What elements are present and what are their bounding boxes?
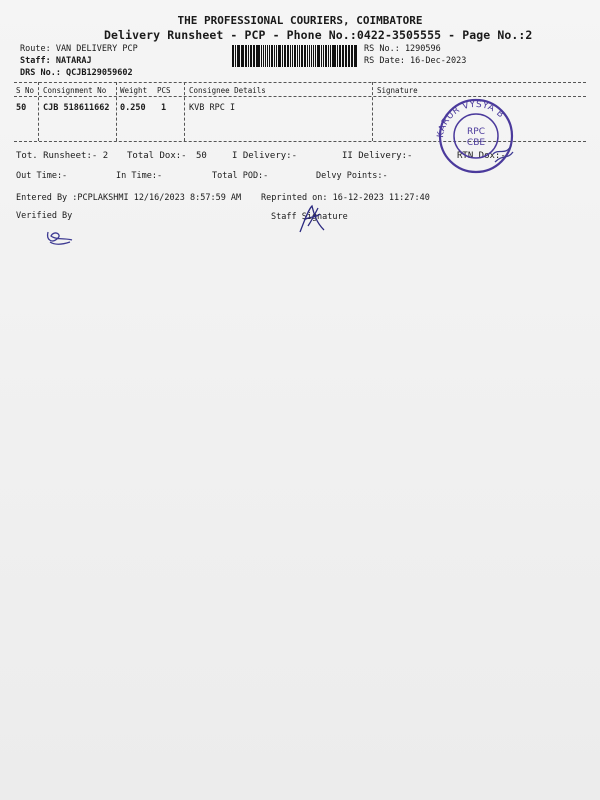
bank-stamp <box>433 96 519 174</box>
barcode-bar <box>256 45 257 67</box>
company-title: THE PROFESSIONAL COURIERS, COIMBATORE <box>177 14 423 27</box>
verified-by: Verified By <box>16 211 73 221</box>
barcode-bar <box>253 45 255 67</box>
ii-delivery: II Delivery:- <box>342 151 413 161</box>
col-divider <box>184 82 185 141</box>
delvy-points: Delvy Points:- <box>316 171 388 181</box>
barcode-bar <box>269 45 270 67</box>
route-text: Route: VAN DELIVERY PCP <box>20 44 138 54</box>
barcode-bar <box>287 45 289 67</box>
barcode-bar <box>278 45 281 67</box>
barcode-bar <box>339 45 341 67</box>
barcode-bar <box>311 45 313 67</box>
col-header-sno: S No <box>16 86 35 95</box>
rs-date: RS Date: 16-Dec-2023 <box>364 56 467 66</box>
barcode-image <box>232 45 358 67</box>
col-header-weight: Weight <box>120 86 148 95</box>
barcode-bar <box>317 45 320 67</box>
barcode-bar <box>348 45 350 67</box>
col-header-consignment: Consignment No <box>43 86 107 95</box>
barcode-bar <box>351 45 352 67</box>
entered-by: Entered By :PCPLAKSHMI 12/16/2023 8:57:59 AM <box>16 193 242 203</box>
row-pcs: 1 <box>161 103 167 113</box>
barcode-bar <box>282 45 283 67</box>
barcode-bar <box>325 45 327 67</box>
col-divider <box>38 82 39 141</box>
table-top-rule <box>14 82 586 83</box>
total-dox-value: 50 <box>196 151 207 161</box>
drs-number: DRS No.: QCJB129059602 <box>20 68 133 78</box>
barcode-bar <box>299 45 300 67</box>
barcode-bar <box>343 45 344 67</box>
barcode-bar <box>241 45 244 67</box>
barcode-bar <box>235 45 236 67</box>
barcode-bar <box>315 45 316 67</box>
barcode-bar <box>238 45 240 67</box>
barcode-bar <box>261 45 262 67</box>
reprinted-on: Reprinted on: 16-12-2023 11:27:40 <box>261 193 430 203</box>
stamp-line2: CBE <box>466 138 486 148</box>
staff-signature-scribble <box>294 202 330 236</box>
barcode-bar <box>297 45 298 67</box>
barcode-bar <box>274 45 276 67</box>
barcode-bar <box>285 45 286 67</box>
barcode-bar <box>313 45 314 67</box>
barcode-bar <box>232 45 234 67</box>
rtn-dox: RTN Dox:- <box>457 151 506 161</box>
barcode-bar <box>332 45 333 67</box>
barcode-bar <box>342 45 343 67</box>
col-header-pcs: PCS <box>157 86 171 95</box>
barcode-bar <box>328 45 329 67</box>
row-weight: 0.250 <box>120 103 146 113</box>
col-divider <box>116 82 117 141</box>
barcode-bar <box>294 45 296 67</box>
barcode-bar <box>245 45 246 67</box>
barcode-bar <box>354 45 357 67</box>
barcode-bar <box>301 45 304 67</box>
total-pod: Total POD:- <box>212 171 269 181</box>
barcode-bar <box>250 45 252 67</box>
barcode-bar <box>284 45 285 67</box>
i-delivery: I Delivery:- <box>232 151 298 161</box>
stamp-line1: RPC <box>467 127 485 137</box>
barcode-bar <box>246 45 247 67</box>
barcode-bar <box>345 45 347 67</box>
barcode-bar <box>292 45 294 67</box>
runsheet-title: Delivery Runsheet - PCP - Phone No.:0422-3505555 - Page No.:2 <box>104 28 533 42</box>
row-sno: 50 <box>16 103 27 113</box>
barcode-bar <box>333 45 336 67</box>
staff-text: Staff: NATARAJ <box>20 56 92 66</box>
barcode-bar <box>263 45 264 67</box>
barcode-bar <box>276 45 277 67</box>
stamp-arc-text: KARUR VYSYA B <box>435 99 506 139</box>
row-consignee: KVB RPC I <box>189 103 236 113</box>
barcode-bar <box>309 45 310 67</box>
rs-number: RS No.: 1290596 <box>364 44 441 54</box>
out-time: Out Time:- <box>16 171 68 181</box>
barcode-bar <box>257 45 260 67</box>
barcode-bar <box>337 45 338 67</box>
col-header-consignee: Consignee Details <box>189 86 266 95</box>
barcode-bar <box>352 45 353 67</box>
barcode-bar <box>248 45 249 67</box>
barcode-bar <box>304 45 306 67</box>
total-dox-label: Total Dox:- <box>127 151 187 161</box>
verifier-initial-signature <box>42 224 78 248</box>
barcode-bar <box>265 45 267 67</box>
barcode-bar <box>330 45 331 67</box>
col-divider <box>372 82 373 141</box>
barcode-bar <box>321 45 322 67</box>
barcode-bar <box>290 45 291 67</box>
barcode-bar <box>267 45 268 67</box>
tot-runsheet: Tot. Runsheet:- 2 <box>16 151 109 161</box>
staff-signature-label: Staff Signature <box>271 212 348 222</box>
barcode-bar <box>323 45 325 67</box>
barcode-bar <box>271 45 273 67</box>
col-header-signature: Signature <box>377 86 418 95</box>
barcode-bar <box>307 45 308 67</box>
row-consignment: CJB 518611662 <box>43 103 110 113</box>
barcode-bar <box>237 45 238 67</box>
in-time: In Time:- <box>116 171 163 181</box>
